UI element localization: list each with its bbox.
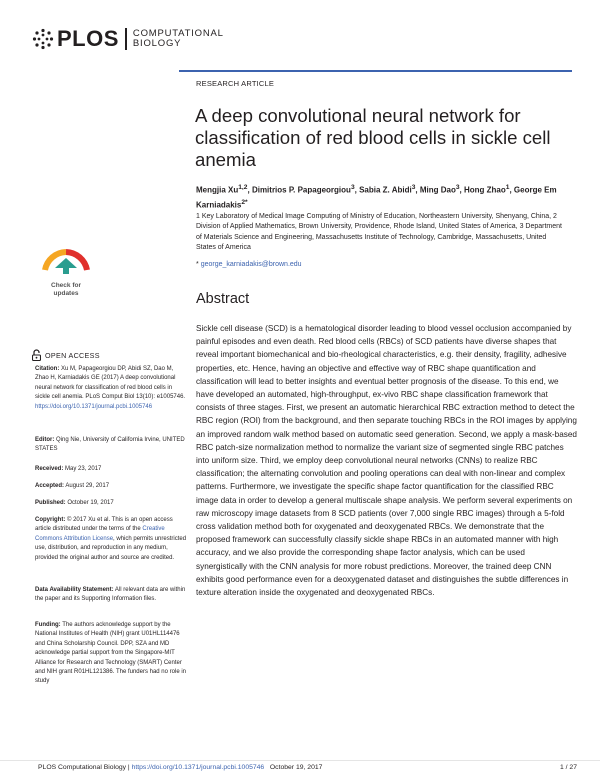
published-block (35, 499, 187, 508)
data-availability-text: All relevant data are within the paper and its Supporting Information files. (35, 587, 186, 603)
citation-doi-link[interactable]: https://doi.org/10.1371/journal.pcbi.1005746 (35, 403, 153, 410)
plos-dots-icon (32, 28, 54, 50)
correspondence-mark: * (196, 261, 199, 268)
correspondence-email-link[interactable]: george_karniadakis@brown.edu (200, 261, 302, 268)
article-title: A deep convolutional neural network for classification of red blood cells in sickle cell anemia (195, 105, 551, 170)
published-label: Published: (35, 500, 66, 506)
data-availability-block (35, 586, 187, 605)
citation-label: Citation: (35, 366, 60, 372)
check-updates-line2: updates (53, 289, 79, 297)
page-number: 1 / 27 (559, 764, 577, 771)
copyright-text: © 2017 Xu et al. This is an open access article distributed under the terms of the (35, 517, 173, 533)
abstract-body (196, 322, 577, 599)
check-updates-line1: Check for (51, 282, 81, 289)
article-type: RESEARCH ARTICLE (196, 79, 275, 88)
data-availability-label: Data Availability Statement: (35, 587, 114, 593)
citation-block (35, 365, 187, 412)
check-for-updates-badge[interactable] (36, 246, 96, 306)
copyright-text-cont: , which permits unrestricted use, distribution, and reproduction in any medium, provided the original author and source are credited. (35, 535, 187, 561)
accepted-block (35, 482, 187, 491)
footer-date: October 19, 2017 (269, 764, 323, 771)
editor-block (35, 436, 187, 455)
received-block (35, 465, 187, 474)
received-label: Received: (35, 466, 64, 472)
copyright-block (35, 516, 187, 563)
header-accent-line (179, 70, 572, 72)
accepted-date: August 29, 2017 (65, 483, 110, 489)
journal-name (133, 29, 224, 49)
copyright-label: Copyright: (35, 517, 66, 523)
received-date: May 23, 2017 (65, 466, 102, 472)
logo-divider (125, 28, 127, 50)
accepted-label: Accepted: (35, 483, 65, 489)
affiliations: 1 Key Laboratory of Medical Image Computing of Ministry of Education, Northeastern University, Shenyang, China, 2 Division of Applied Mathematics, Brown University, Providence, Rhode Island, United States of America, 3 Department of Materials Science and Engineering, Massachusetts Institute of Technology, Cambridge, Massachusetts, United States of America (196, 213, 562, 251)
funding-label: Funding: (35, 622, 61, 628)
journal-logo[interactable] (32, 26, 224, 52)
author-list: Mengjia Xu$^{1,2}$, Dimitrios P. Papageorgiou$^3$, Sabia Z. Abidi$^3$, Ming Dao$^3$, Hong Zhao$^1$, George Em Karniadakis$^{2*}$ (196, 184, 557, 210)
journal-name-line1: COMPUTATIONAL (132, 28, 224, 39)
footer-journal: PLOS Computational Biology | (38, 764, 132, 771)
published-date: October 19, 2017 (67, 500, 114, 506)
citation-text: Xu M, Papageorgiou DP, Abidi SZ, Dao M, Zhao H, Karniadakis GE (2017) A deep convolutional neural network for classification of red blood cells in sickle cell anemia. PLoS Comput Biol 13(10): e1005746. (35, 366, 186, 401)
editor-text: Qing Nie, University of California Irvine, UNITED STATES (35, 437, 185, 453)
abstract-heading: Abstract (196, 291, 250, 307)
funding-block (35, 621, 187, 687)
check-for-updates-label[interactable] (36, 282, 96, 297)
correspondence (196, 261, 302, 268)
open-access-label: OPEN ACCESS (45, 350, 100, 360)
open-lock-icon (32, 349, 41, 361)
open-access-badge (32, 349, 100, 361)
footer-doi-link[interactable]: https://doi.org/10.1371/journal.pcbi.1005746 (131, 764, 265, 771)
page-footer (38, 764, 322, 771)
funding-text: The authors acknowledge support by the National Institutes of Health (NIH) grant U01HL114476 and China Scholarship Council. DPP, SZA and MD acknowledge partial support from the Singapore-MIT Alliance for Research and Technology (SMART) Center and NIH grant R01HL121386. The funders had no role in study (35, 622, 186, 685)
footer-divider (0, 760, 600, 761)
journal-name-line2: BIOLOGY (132, 38, 182, 49)
editor-label: Editor: (35, 437, 55, 443)
license-link[interactable]: Creative Commons Attribution License (35, 526, 165, 542)
abstract-paragraph: Sickle cell disease (SCD) is a hematological disorder leading to blood vessel occlusion accompanied by painful episodes and even death. Red blood cells (RBCs) of SCD patients have diverse shapes that reveal important biomechanical and bio-rheological characteristics, e.g. their density, fragility, adhesive properties, etc. Hence, having an objective and effective way of RBC shape quantification and classification will lead to better insights and eventual better prognosis of the disease. To this end, we have developed an automated, high-throughput, ex-vivo RBC shape classification framework that consists of three stages. First, we present an automatic hierarchical RBC extraction method to detect the RBC region (ROI) from the background, and then separate touching RBCs in the ROI images by applying an improved random walk method based on automatic seed generation. Second, we apply a mask-based RBC patch-size normalization method to normalize the variant size of segmented single RBC patches into uniform size. Third, we employ deep convolutional neural networks (CNNs) to realize RBC classification; the alternating convolution and pooling operations can deal with non-linear and complex patterns. Furthermore, we investigate the specific shape factor quantification for the classified RBC image data in order to develop a general multiscale shape analysis. We perform several experiments on raw microscopy image datasets from 8 SCD patients (over 7,000 single RBC images) through a 5-fold cross validation method both for oxygenated and deoxygenated RBCs. We demonstrate that the proposed framework can successfully classify sickle shape RBCs in an automated manner with high accuracy, and we also provide the corresponding shape factor analysis, which can be used synergistically with the CNN analysis for more robust predictions. Moreover, the trained deep CNN exhibits good performance even for a deoxygenated dataset and distinguishes the subtle differences in texture alteration inside the oxygenated and deoxygenated RBCs. (196, 324, 577, 598)
brand-name: PLOS (57, 26, 119, 51)
